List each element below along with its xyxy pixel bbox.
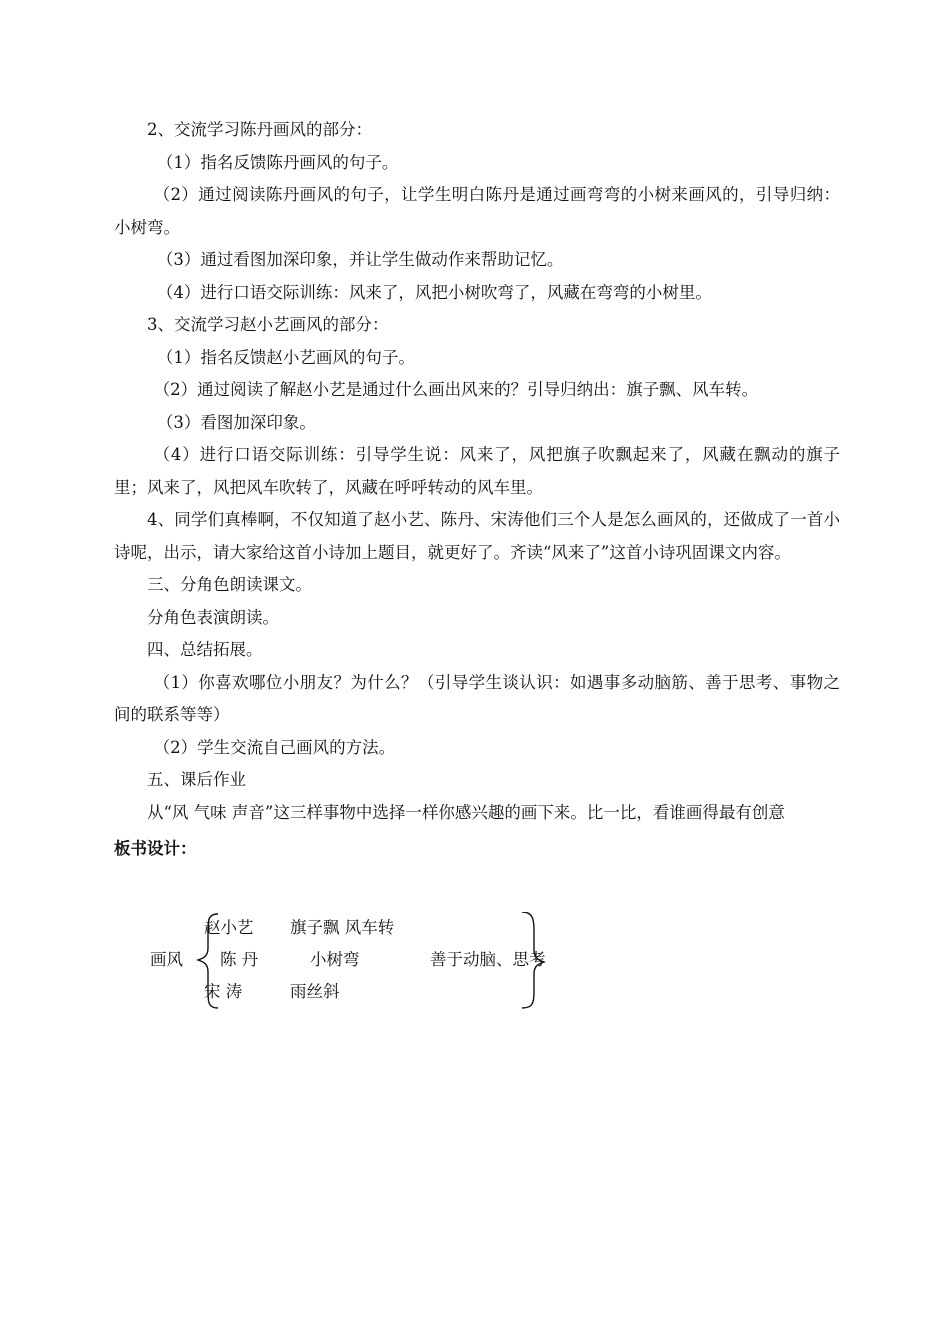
paragraph: 3、交流学习赵小艺画风的部分： [147, 315, 389, 334]
paragraph: 2、交流学习陈丹画风的部分： [147, 120, 372, 139]
paragraph: （3）通过看图加深印象，并让学生做动作来帮助记忆。 [156, 250, 564, 269]
paragraph: （2）通过阅读了解赵小艺是通过什么画出风来的？引导归纳出：旗子飘、风车转。 [153, 380, 759, 399]
board-name-3: 宋 涛 [204, 982, 243, 1001]
board-name-1: 赵小艺 [204, 918, 254, 937]
paragraph: 从“风 气味 声音”这三样事物中选择一样你感兴趣的画下来。比一比，看谁画得最有创意 [147, 802, 785, 822]
paragraph: （1）你喜欢哪位小朋友？为什么？（引导学生谈认识：如遇事多动脑筋、善于思考、事物之间的联系等等） [114, 672, 840, 724]
board-name-2: 陈 丹 [220, 950, 259, 969]
paragraph: （4）进行口语交际训练：风来了，风把小树吹弯了，风藏在弯弯的小树里。 [156, 282, 712, 302]
board-design-heading: 板书设计： [114, 839, 197, 858]
paragraph: （2）通过阅读陈丹画风的句子，让学生明白陈丹是通过画弯弯的小树来画风的，引导归纳：小树弯。 [114, 185, 840, 237]
document-body [114, 114, 840, 866]
paragraph: （1）指名反馈陈丹画风的句子。 [156, 152, 399, 172]
paragraph: 三、分角色朗读课文。 [147, 575, 312, 594]
board-item-3: 雨丝斜 [290, 982, 340, 1001]
paragraph: 五、课后作业 [147, 770, 246, 789]
paragraph: 分角色表演朗读。 [147, 607, 279, 627]
board-conclusion: 善于动脑、思考 [430, 950, 546, 969]
paragraph: （2）学生交流自己画风的方法。 [153, 737, 396, 757]
board-item-2: 小树弯 [310, 950, 360, 969]
paragraph: （4）进行口语交际训练：引导学生说：风来了，风把旗子吹飘起来了，风藏在飘动的旗子里；风来了，风把风车吹转了，风藏在呼呼转动的风车里。 [114, 445, 840, 497]
board-item-1: 旗子飘 风车转 [290, 918, 395, 937]
paragraph: 4、同学们真棒啊，不仅知道了赵小艺、陈丹、宋涛他们三个人是怎么画风的，还做成了一首小诗呢，出示，请大家给这首小诗加上题目，就更好了。齐读“风来了”这首小诗巩固课文内容。 [114, 510, 840, 562]
paragraph: （3）看图加深印象。 [156, 412, 316, 432]
board-topic: 画风 [150, 950, 183, 969]
board-design [150, 912, 630, 1012]
paragraph: （1）指名反馈赵小艺画风的句子。 [156, 347, 415, 367]
paragraph: 四、总结拓展。 [147, 640, 263, 659]
lesson-steps [114, 114, 840, 829]
